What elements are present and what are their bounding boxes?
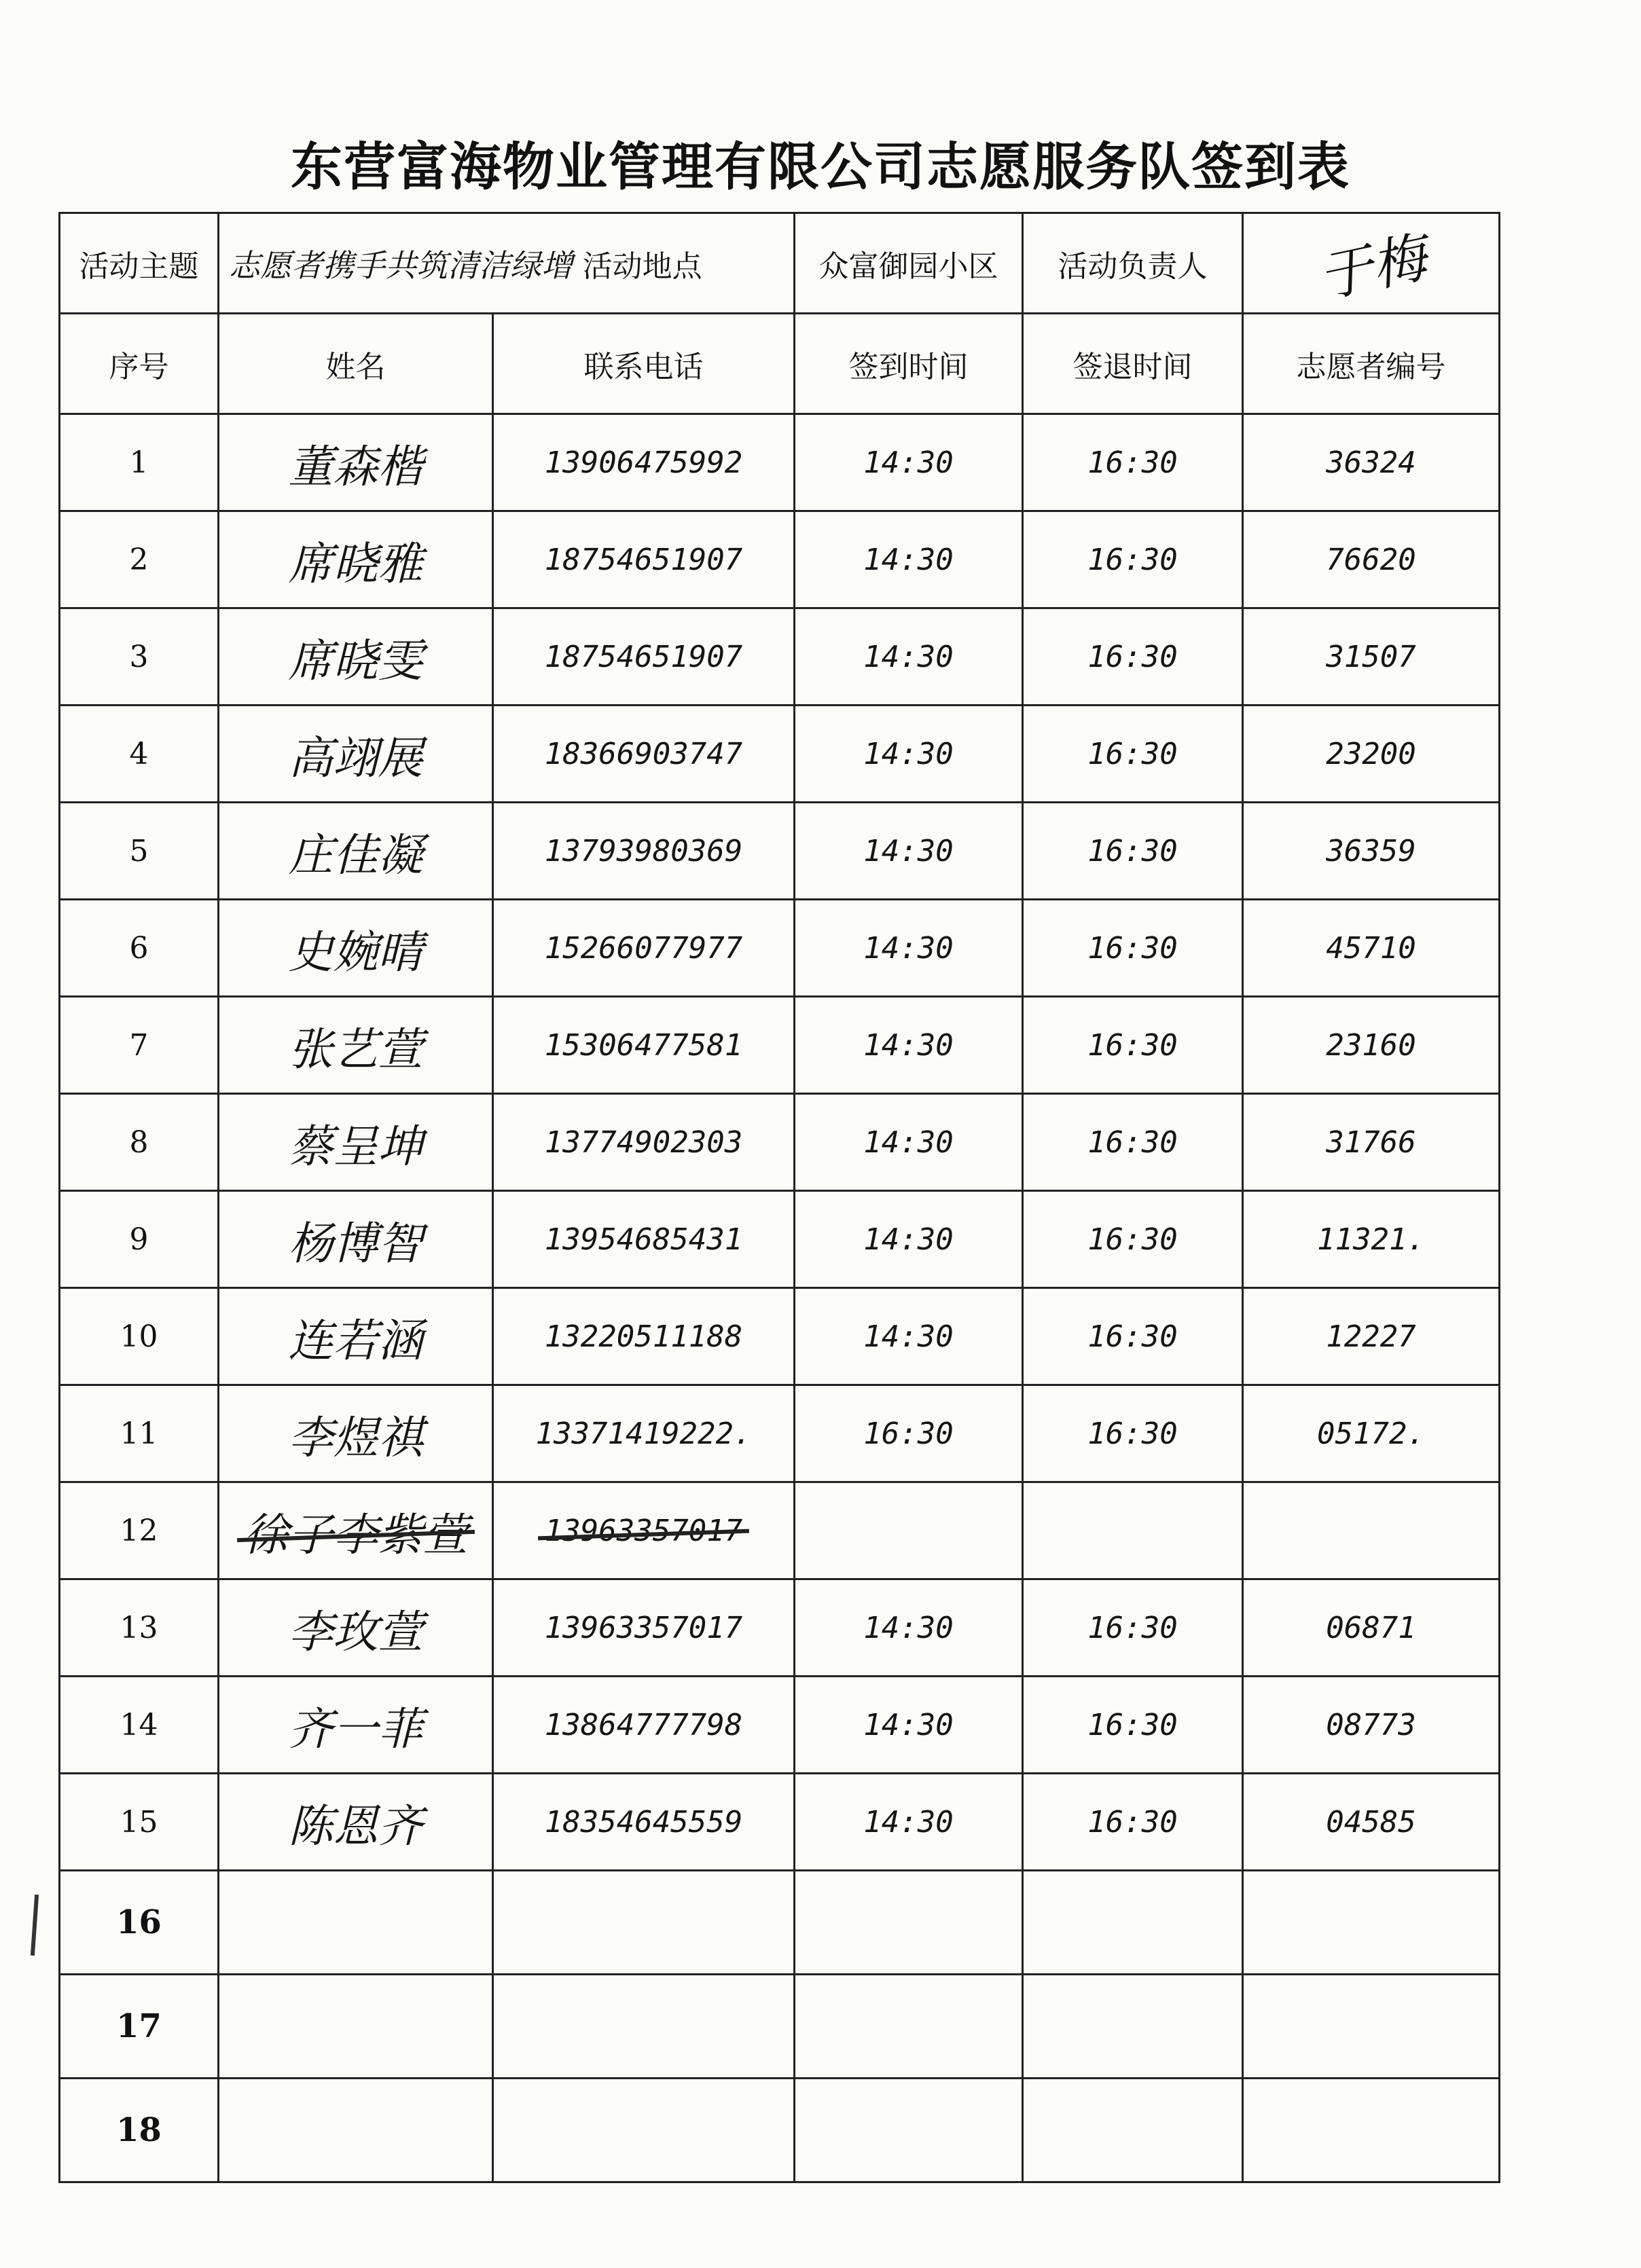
phone-number: 18754651907 [544,639,743,674]
volunteer-id-cell [1243,1094,1500,1191]
table-row [60,2079,1500,2182]
checkout-time-cell [1023,1288,1243,1385]
table-row [60,1094,1500,1191]
column-header-row [60,314,1500,414]
volunteer-id-cell [1243,1774,1500,1871]
info-row [60,213,1500,314]
checkin-time-cell [795,1677,1023,1774]
checkin-time-cell [795,608,1023,706]
volunteer-id-cell [1243,414,1500,511]
header-checkout: 签退时间 [1023,314,1243,414]
checkout-time: 16:30 [1087,639,1178,674]
checkin-time: 14:30 [863,1222,954,1257]
checkout-time-cell [1023,1871,1243,1975]
phone-number-cell [493,1385,795,1482]
row-number: 7 [129,1027,149,1063]
volunteer-id: 31507 [1326,639,1416,674]
checkin-time: 14:30 [863,445,954,480]
checkin-time-cell [795,1975,1023,2079]
phone-number-cell [493,1579,795,1677]
checkout-time-cell [1023,1774,1243,1871]
location-value: 众富御园小区 [795,213,1023,314]
header-name: 姓名 [219,314,493,414]
table-row [60,1482,1500,1579]
row-number-cell [60,1975,219,2079]
checkin-time: 16:30 [863,1416,954,1451]
volunteer-id-cell [1243,1975,1500,2079]
volunteer-id: 23160 [1326,1027,1416,1063]
table-row [60,803,1500,900]
checkin-time-cell [795,1385,1023,1482]
signin-table [58,212,1500,2183]
volunteer-id-cell [1243,706,1500,803]
volunteer-name-cell [219,900,493,997]
checkin-time-cell [795,706,1023,803]
phone-number: 13906475992 [544,445,743,480]
checkin-time-cell [795,2079,1023,2182]
checkout-time: 16:30 [1087,1027,1178,1063]
checkout-time: 16:30 [1087,833,1178,868]
volunteer-name-cell [219,511,493,608]
volunteer-id-cell [1243,997,1500,1094]
volunteer-id-cell [1243,803,1500,900]
table-row [60,608,1500,706]
volunteer-id: 31766 [1326,1124,1416,1160]
volunteer-id-cell [1243,2079,1500,2182]
row-number: 8 [129,1124,149,1160]
checkin-time: 14:30 [863,930,954,966]
checkout-time: 16:30 [1087,542,1178,577]
checkin-time: 14:30 [863,1610,954,1645]
row-number: 6 [129,930,149,966]
phone-number-cell [493,1975,795,2079]
volunteer-name: 陈恩齐 [288,1799,423,1852]
row-number-cell [60,706,219,803]
volunteer-name: 蔡呈坤 [288,1120,423,1173]
row-number-cell [60,1677,219,1774]
volunteer-id-cell [1243,1871,1500,1975]
row-number: 10 [120,1319,158,1354]
volunteer-name-cell [219,414,493,511]
phone-number-cell [493,608,795,706]
volunteer-id-cell [1243,1677,1500,1774]
phone-number-cell [493,2079,795,2182]
row-number: 4 [129,736,149,771]
row-number: 1 [129,445,149,480]
volunteer-id-cell [1243,1579,1500,1677]
volunteer-name-cell [219,1774,493,1871]
volunteer-name-cell [219,1191,493,1288]
phone-number: 13963357017 [544,1610,743,1645]
row-number: 13 [120,1610,158,1645]
checkout-time: 16:30 [1087,1416,1178,1451]
checkin-time-cell [795,900,1023,997]
phone-number: 13220511188 [544,1319,743,1354]
header-volunteer-id: 志愿者编号 [1243,314,1500,414]
leader-label: 活动负责人 [1023,213,1243,314]
volunteer-id-cell [1243,1482,1500,1579]
table-row [60,1677,1500,1774]
checkin-time-cell [795,1774,1023,1871]
checkout-time-cell [1023,803,1243,900]
row-number-cell [60,803,219,900]
row-number-cell [60,900,219,997]
leader-signature: 于梅 [1312,225,1432,310]
table-row [60,1579,1500,1677]
volunteer-name-cell [219,997,493,1094]
checkin-time: 14:30 [863,1319,954,1354]
row-number: 17 [116,2007,162,2045]
volunteer-id: 23200 [1326,736,1416,771]
table-row [60,997,1500,1094]
location-label: 活动地点 [582,249,702,284]
checkout-time-cell [1023,900,1243,997]
volunteer-name-cell [219,1975,493,2079]
checkout-time: 16:30 [1087,1610,1178,1645]
volunteer-id: 36359 [1326,833,1416,868]
checkout-time: 16:30 [1087,445,1178,480]
checkout-time: 16:30 [1087,736,1178,771]
checkout-time-cell [1023,1482,1243,1579]
checkout-time-cell [1023,1975,1243,2079]
volunteer-id: 08773 [1326,1707,1416,1742]
checkout-time-cell [1023,1385,1243,1482]
volunteer-name-cell [219,1482,493,1579]
row-number-cell [60,1774,219,1871]
table-row [60,1191,1500,1288]
checkout-time-cell [1023,1579,1243,1677]
checkin-time-cell [795,1094,1023,1191]
phone-number: 18754651907 [544,542,743,577]
margin-pen-mark [31,1895,39,1956]
header-no: 序号 [60,314,219,414]
volunteer-name-cell [219,1385,493,1482]
volunteer-id: 12227 [1326,1319,1416,1354]
row-number: 2 [129,542,149,577]
checkout-time: 16:30 [1087,1124,1178,1160]
volunteer-id: 05172. [1317,1416,1425,1451]
table-body [60,414,1500,2182]
volunteer-name-cell [219,608,493,706]
row-number-cell [60,1191,219,1288]
phone-number: 15306477581 [544,1027,743,1063]
volunteer-name: 杨博智 [288,1217,423,1270]
volunteer-id: 76620 [1326,542,1416,577]
checkin-time-cell [795,1288,1023,1385]
row-number-cell [60,608,219,706]
checkin-time: 14:30 [863,639,954,674]
theme-value [219,213,795,314]
checkout-time-cell [1023,414,1243,511]
phone-number-cell [493,706,795,803]
theme-label: 活动主题 [60,213,219,314]
checkout-time: 16:30 [1087,1707,1178,1742]
volunteer-id-cell [1243,1385,1500,1482]
leader-signature-cell [1243,213,1500,314]
phone-number-cell [493,511,795,608]
phone-number: 18354645559 [544,1804,743,1840]
row-number-cell [60,414,219,511]
volunteer-name: 席晓雅 [288,537,423,590]
phone-number: 13774902303 [544,1124,743,1160]
phone-number: 18366903747 [544,736,743,771]
phone-number-cell [493,1191,795,1288]
row-number-cell [60,997,219,1094]
volunteer-id: 45710 [1326,930,1416,966]
phone-number-cell [493,1677,795,1774]
phone-number: 13371419222. [535,1416,752,1451]
row-number-cell [60,2079,219,2182]
volunteer-id-cell [1243,1191,1500,1288]
volunteer-name: 李煜祺 [288,1411,423,1464]
table-row [60,1288,1500,1385]
checkin-time: 14:30 [863,1124,954,1160]
checkin-time-cell [795,1579,1023,1677]
table-row [60,1871,1500,1975]
row-number: 18 [116,2111,162,2149]
volunteer-name: 李玫萱 [288,1605,423,1658]
phone-number-cell [493,1871,795,1975]
volunteer-name-cell [219,1871,493,1975]
checkout-time: 16:30 [1087,1222,1178,1257]
checkin-time-cell [795,511,1023,608]
phone-number-cell [493,803,795,900]
header-phone: 联系电话 [493,314,795,414]
row-number-cell [60,1871,219,1975]
table-row [60,1975,1500,2079]
row-number: 14 [120,1707,158,1742]
volunteer-name: 徐子李紫萱 [244,1499,468,1563]
volunteer-name: 齐一菲 [288,1702,423,1755]
phone-number-cell [493,900,795,997]
row-number-cell [60,1579,219,1677]
phone-number-cell [493,414,795,511]
checkin-time: 14:30 [863,542,954,577]
row-number-cell [60,1288,219,1385]
checkout-time-cell [1023,1191,1243,1288]
row-number-cell [60,1385,219,1482]
checkin-time-cell [795,1482,1023,1579]
table-row [60,511,1500,608]
volunteer-name: 庄佳凝 [288,828,423,881]
checkout-time-cell [1023,997,1243,1094]
checkin-time-cell [795,414,1023,511]
checkout-time-cell [1023,706,1243,803]
phone-number: 13954685431 [544,1222,743,1257]
volunteer-name-cell [219,1579,493,1677]
row-number: 16 [116,1903,162,1941]
theme-text: 志愿者携手共筑清洁绿增 [229,246,573,284]
checkout-time-cell [1023,1677,1243,1774]
checkin-time: 14:30 [863,1027,954,1063]
row-number: 3 [129,639,149,674]
checkin-time: 14:30 [863,1707,954,1742]
table-row [60,900,1500,997]
checkin-time: 14:30 [863,833,954,868]
table-row [60,1385,1500,1482]
phone-number-cell [493,1774,795,1871]
row-number: 5 [129,833,149,868]
row-number: 9 [129,1222,149,1257]
volunteer-id-cell [1243,511,1500,608]
checkin-time: 14:30 [863,1804,954,1840]
checkout-time-cell [1023,2079,1243,2182]
checkout-time-cell [1023,511,1243,608]
volunteer-name-cell [219,1677,493,1774]
checkin-time: 14:30 [863,736,954,771]
volunteer-id-cell [1243,1288,1500,1385]
volunteer-name: 高翊展 [288,731,423,784]
page-title: 东营富海物业管理有限公司志愿服务队签到表 [291,136,1350,197]
header-checkin: 签到时间 [795,314,1023,414]
volunteer-id-cell [1243,900,1500,997]
volunteer-name: 史婉晴 [288,926,423,978]
volunteer-id: 04585 [1326,1804,1416,1840]
row-number-cell [60,511,219,608]
volunteer-name-cell [219,706,493,803]
row-number: 11 [120,1416,158,1451]
volunteer-id: 06871 [1326,1610,1416,1645]
table-row [60,1774,1500,1871]
checkin-time-cell [795,1871,1023,1975]
checkin-time-cell [795,1191,1023,1288]
checkout-time: 16:30 [1087,1804,1178,1840]
volunteer-name-cell [219,803,493,900]
phone-number: 13963357017 [544,1513,743,1548]
phone-number: 13864777798 [544,1707,743,1742]
volunteer-name-cell [219,2079,493,2182]
volunteer-name-cell [219,1094,493,1191]
checkout-time: 16:30 [1087,1319,1178,1354]
checkin-time-cell [795,803,1023,900]
row-number: 15 [120,1804,158,1840]
row-number-cell [60,1482,219,1579]
volunteer-name-cell [219,1288,493,1385]
volunteer-name: 董森楷 [288,440,423,493]
volunteer-name: 连若涵 [288,1314,423,1367]
row-number: 12 [120,1513,158,1548]
checkout-time-cell [1023,1094,1243,1191]
volunteer-name: 席晓雯 [288,634,423,687]
phone-number-cell [493,997,795,1094]
table-row [60,414,1500,511]
volunteer-id: 36324 [1326,445,1416,480]
phone-number-cell [493,1482,795,1579]
row-number-cell [60,1094,219,1191]
phone-number: 13793980369 [544,833,743,868]
table-row [60,706,1500,803]
checkout-time-cell [1023,608,1243,706]
phone-number-cell [493,1094,795,1191]
checkin-time-cell [795,997,1023,1094]
phone-number-cell [493,1288,795,1385]
volunteer-id-cell [1243,608,1500,706]
checkout-time: 16:30 [1087,930,1178,966]
volunteer-name: 张艺萱 [288,1023,423,1076]
phone-number: 15266077977 [544,930,743,966]
volunteer-id: 11321. [1317,1222,1425,1257]
